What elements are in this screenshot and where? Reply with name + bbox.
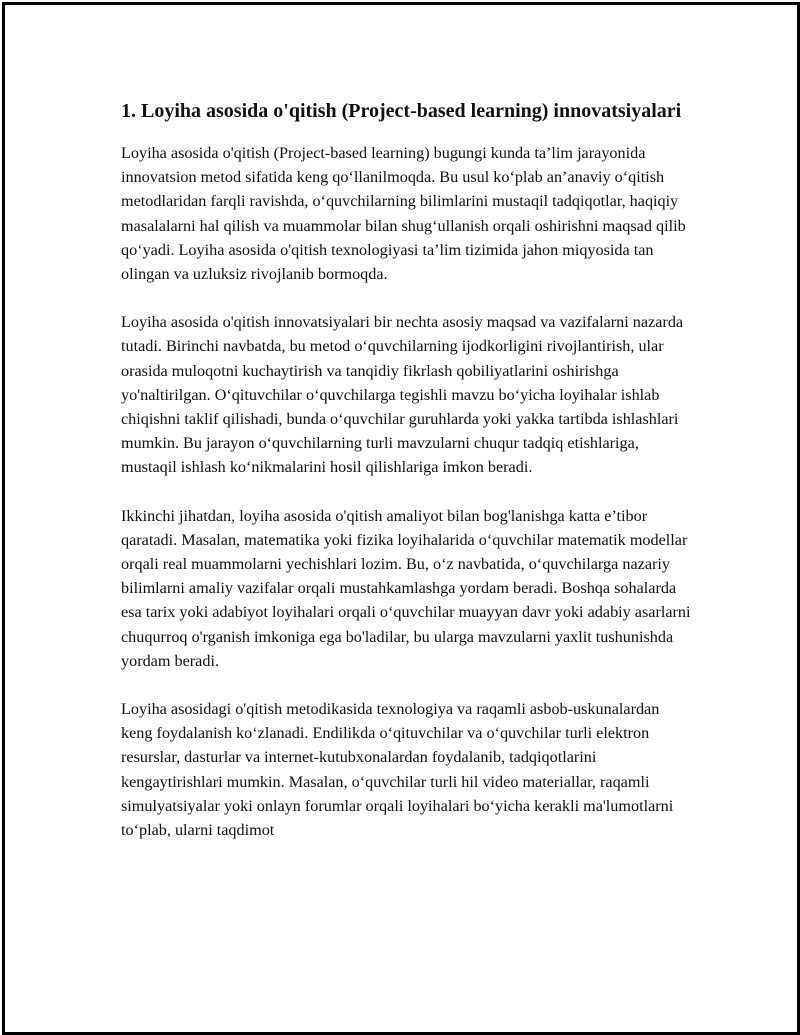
paragraph-2: Loyiha asosida o'qitish innovatsiyalari bir nechta asosiy maqsad va vazifalarni nazarda tutadi. Birinchi navbatda, bu metod o‘quvchilarning ijodkorligini rivojlantirish, ular orasida muloqotni kuchaytirish va tanqidiy fikrlash qobiliyatlarini oshirishga yo'naltirilgan. O‘qituvchilar o‘quvchilarga tegishli mavzu bo‘yicha loyihalar ishlab chiqishni taklif qilishadi, bunda o‘quvchilar guruhlarda yoki yakka tartibda ishlashlari mumkin. Bu jarayon o‘quvchilarning turli mavzularni chuqur tadqiq etishlariga, mustaqil ishlash ko‘nikmalarini hosil qilishlariga imkon beradi.	[121, 313, 684, 477]
paragraph-4: Loyiha asosidagi o'qitish metodikasida texnologiya va raqamli asbob-uskunalardan keng foydalanish ko‘zlanadi. Endilikda o‘qituvchilar va o‘quvchilar turli elektron resurslar, dasturlar va internet-kutubxonalardan foydalanib, tadqiqotlarini kengaytirishlari mumkin. Masalan, o‘quvchilar turli hil video materiallar, raqamli simulyatsiyalar yoki onlayn forumlar orqali loyihalari bo‘yicha kerakli ma'lumotlarni to‘plab, ularni taqdimot	[121, 700, 674, 840]
paragraph-1: Loyiha asosida o'qitish (Project-based learning) bugungi kunda ta’lim jarayonida innovatsion metod sifatida keng qo‘llanilmoqda. Bu usul ko‘plab an’anaviy o‘qitish metodlaridan farqli ravishda, o‘quvchilarning bilimlarini mustaqil tadqiqotlar, haqiqiy masalalarni hal qilish va muammolar bilan shug‘ullanish orqali oshirishni maqsad qilib qo‘yadi. Loyiha asosida o'qitish texnologiyasi ta’lim tizimida jahon miqyosida tan olingan va uzluksiz rivojlanib bormoqda.	[121, 144, 686, 284]
page-frame	[2, 2, 800, 1035]
document-body	[121, 97, 693, 866]
document-title: 1. Loyiha asosida o'qitish (Project-based learning) innovatsiyalari	[121, 100, 682, 122]
paragraph-3: Ikkinchi jihatdan, loyiha asosida o'qitish amaliyot bilan bog'lanishga katta e’tibor qaratadi. Masalan, matematika yoki fizika loyihalarida o‘quvchilar matematik modellar orqali real muammolarni yechishlari lozim. Bu, o‘z navbatida, o‘quvchilarga nazariy bilimlarni amaliy vazifalar orqali mustahkamlashga yordam beradi. Boshqa sohalarda esa tarix yoki adabiyot loyihalari orqali o‘quvchilar muayyan davr yoki adabiy asarlarni chuqurroq o'rganish imkoniga ega bo'ladilar, bu ularga mavzularni yaxlit tushunishda yordam beradi.	[121, 506, 691, 670]
